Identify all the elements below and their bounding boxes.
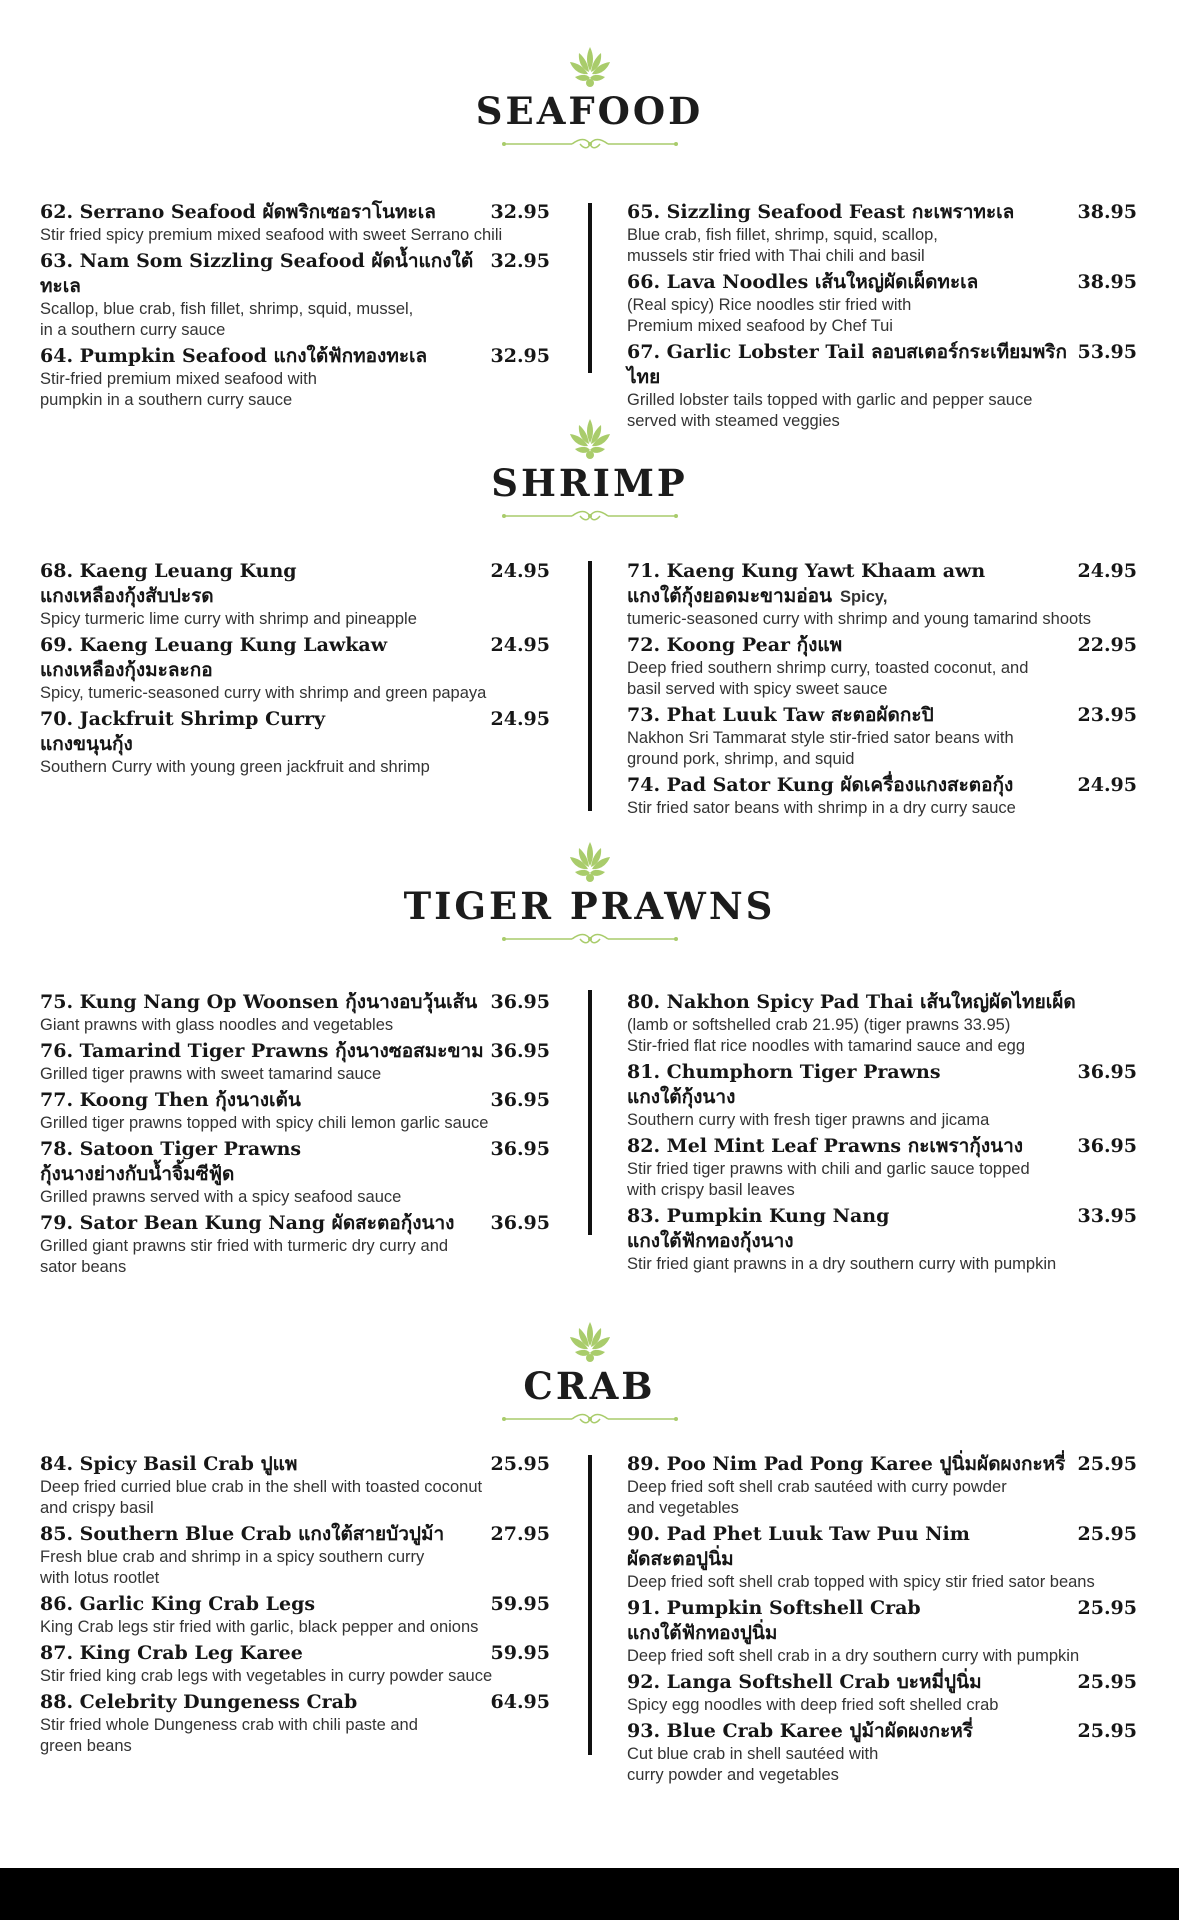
item-description: curry powder and vegetables [627,1766,839,1784]
item-name: 81. Chumphorn Tiger Prawns [627,1061,941,1083]
item-name: 75. Kung Nang Op Woonsen กุ้งนางอบวุ้นเส้น [40,991,478,1013]
item-description: Spicy, tumeric-seasoned curry with shrimp and green papaya [40,684,487,702]
lotus-icon [567,1320,613,1364]
menu-item [40,344,550,411]
item-price: 25.95 [1077,1453,1137,1475]
menu-item [40,1211,550,1278]
item-header [627,1204,1137,1229]
menu-item [40,1452,550,1519]
item-name: 92. Langa Softshell Crab บะหมี่ปูนิ่ม [627,1671,982,1693]
item-description: Premium mixed seafood by Chef Tui [627,317,893,335]
item-description: Scallop, blue crab, fish fillet, shrimp, squid, mussel, [40,300,414,318]
item-header [627,270,1137,295]
menu-item [40,1641,550,1687]
item-price: 59.95 [490,1593,550,1615]
item-name: 70. Jackfruit Shrimp Curry [40,708,326,730]
item-thai-name [627,584,1137,609]
item-price: 25.95 [1077,1720,1137,1742]
item-price: 36.95 [490,1212,550,1234]
section-title: TIGER PRAWNS [403,884,776,928]
item-header [40,1641,550,1666]
menu-column-left [40,990,550,1281]
item-header [40,1088,550,1113]
item-price: 24.95 [490,560,550,582]
menu-item [40,1592,550,1638]
item-name: 73. Phat Luuk Taw สะตอผัดกะปิ [627,704,934,726]
item-price: 36.95 [490,1089,550,1111]
item-header [40,1592,550,1617]
item-description: Blue crab, fish fillet, shrimp, squid, scallop, [627,226,938,244]
item-header [627,1452,1137,1477]
menu-item [627,1204,1137,1275]
item-description: sator beans [40,1258,127,1276]
item-thai-text: ผัดสะตอปูนิ่ม [627,1548,734,1570]
item-description: served with steamed veggies [627,412,840,430]
lotus-icon [567,840,613,884]
item-description: King Crab legs stir fried with garlic, black pepper and onions [40,1618,479,1636]
item-thai-name [627,1229,1137,1254]
item-price: 36.95 [490,991,550,1013]
item-description: Spicy egg noodles with deep fried soft shelled crab [627,1696,999,1714]
menu-column-left [40,559,550,781]
item-thai-name [40,658,550,683]
section-header [0,1320,1179,1450]
item-thai-text: แกงเหลืองกุ้งมะละกอ [40,659,213,681]
menu-item [40,1088,550,1134]
item-price: 24.95 [490,708,550,730]
item-header [40,707,550,732]
item-price: 64.95 [490,1691,550,1713]
section-title: SHRIMP [491,461,688,505]
menu-item [40,707,550,778]
item-description: Nakhon Sri Tammarat style stir-fried sator beans with [627,729,1014,747]
item-header [627,1719,1137,1744]
item-name: 84. Spicy Basil Crab ปูแพ [40,1453,298,1475]
menu-item [627,1522,1137,1593]
item-thai-text: แกงเหลืองกุ้งสับปะรด [40,585,214,607]
item-description: mussels stir fried with Thai chili and basil [627,247,925,265]
column-divider [588,203,592,373]
item-name: 64. Pumpkin Seafood แกงใต้ฟักทองทะเล [40,345,428,367]
item-description: Deep fried soft shell crab in a dry southern curry with pumpkin [627,1647,1080,1665]
item-header [40,344,550,369]
item-name: 82. Mel Mint Leaf Prawns กะเพรากุ้งนาง [627,1135,1024,1157]
item-header [627,990,1137,1015]
item-thai-text: แกงใต้ฟักทองปูนิ่ม [627,1622,778,1644]
item-name: 88. Celebrity Dungeness Crab [40,1691,358,1713]
item-thai-text: กุ้งนางย่างกับน้ำจิ้มซีฟู้ด [40,1163,235,1185]
item-thai-name [40,584,550,609]
item-price: 33.95 [1077,1205,1137,1227]
item-description: Stir fried tiger prawns with chili and garlic sauce topped [627,1160,1030,1178]
item-name: 68. Kaeng Leuang Kung [40,560,297,582]
menu-item [40,1137,550,1208]
lotus-icon [567,45,613,89]
item-header [40,1211,550,1236]
menu-item [40,1522,550,1589]
menu-item [40,1039,550,1085]
flourish-ornament [500,508,680,522]
item-price: 25.95 [490,1453,550,1475]
menu-item [627,1670,1137,1716]
item-header [627,1522,1137,1547]
menu-item [627,200,1137,267]
item-name: 90. Pad Phet Luuk Taw Puu Nim [627,1523,970,1545]
item-price: 32.95 [490,345,550,367]
item-description: Fresh blue crab and shrimp in a spicy southern curry [40,1548,425,1566]
menu-item [627,1452,1137,1519]
item-price: 38.95 [1077,201,1137,223]
section-header [0,45,1179,175]
item-price: 24.95 [1077,560,1137,582]
menu-column-left [40,1452,550,1760]
menu-item [40,559,550,630]
item-description: and vegetables [627,1499,739,1517]
item-description: (Real spicy) Rice noodles stir fried with [627,296,912,314]
item-thai-name [627,1547,1137,1572]
item-description: in a southern curry sauce [40,321,226,339]
menu-column-right [627,1452,1137,1789]
item-price: 32.95 [490,250,550,272]
item-name: 67. Garlic Lobster Tail ลอบสเตอร์กระเทียมพริกไทย [627,341,1068,388]
item-header [40,990,550,1015]
item-price: 38.95 [1077,271,1137,293]
item-description: pumpkin in a southern curry sauce [40,391,293,409]
menu-column-right [627,200,1137,435]
item-description: Stir fried giant prawns in a dry southern curry with pumpkin [627,1255,1057,1273]
item-thai-text: แกงใต้ฟักทองกุ้งนาง [627,1230,794,1252]
item-price: 25.95 [1077,1597,1137,1619]
item-description: Grilled tiger prawns topped with spicy chili lemon garlic sauce [40,1114,489,1132]
item-description: Giant prawns with glass noodles and vegetables [40,1016,394,1034]
menu-column-right [627,990,1137,1278]
lotus-icon [567,417,613,461]
item-description: ground pork, shrimp, and squid [627,750,855,768]
menu-item [40,990,550,1036]
item-name: 66. Lava Noodles เส้นใหญ่ผัดเผ็ดทะเล [627,271,979,293]
item-price: 22.95 [1077,634,1137,656]
item-description: Deep fried soft shell crab sautéed with curry powder [627,1478,1007,1496]
item-description: tumeric-seasoned curry with shrimp and young tamarind shoots [627,610,1092,628]
column-divider [588,561,592,811]
item-name: 72. Koong Pear กุ้งแพ [627,634,843,656]
item-description: Cut blue crab in shell sautéed with [627,1745,879,1763]
section-header [0,417,1179,547]
menu-item [627,1134,1137,1201]
item-header [40,1690,550,1715]
item-header [627,340,1137,390]
item-header [627,1060,1137,1085]
item-header [627,559,1137,584]
item-price: 25.95 [1077,1671,1137,1693]
item-thai-text: แกงใต้กุ้งยอดมะขามอ่อน [627,585,833,607]
item-description: (lamb or softshelled crab 21.95) (tiger prawns 33.95) [627,1016,1011,1034]
item-name: 86. Garlic King Crab Legs [40,1593,316,1615]
item-description: Stir fried king crab legs with vegetables in curry powder sauce [40,1667,493,1685]
item-description: Stir-fried premium mixed seafood with [40,370,317,388]
item-price: 36.95 [490,1138,550,1160]
item-thai-text: แกงขนุนกุ้ง [40,733,133,755]
item-thai-name [40,1162,550,1187]
item-name: 87. King Crab Leg Karee [40,1642,303,1664]
menu-item [627,559,1137,630]
item-name: 78. Satoon Tiger Prawns [40,1138,302,1160]
section-title: SEAFOOD [475,89,704,133]
item-description: Spicy turmeric lime curry with shrimp and pineapple [40,610,417,628]
item-header [40,249,550,299]
item-name: 93. Blue Crab Karee ปูม้าผัดผงกะหรี่ [627,1720,974,1742]
menu-column-left [40,200,550,414]
item-price: 23.95 [1077,704,1137,726]
menu-item [40,200,550,246]
item-description: Grilled tiger prawns with sweet tamarind sauce [40,1065,382,1083]
item-name: 74. Pad Sator Kung ผัดเครื่องแกงสะตอกุ้ง [627,774,1014,796]
section-title: CRAB [523,1364,656,1408]
item-price: 27.95 [490,1523,550,1545]
item-header [627,200,1137,225]
item-name: 79. Sator Bean Kung Nang ผัดสะตอกุ้งนาง [40,1212,455,1234]
item-thai-text: แกงใต้กุ้งนาง [627,1086,736,1108]
item-header [40,633,550,658]
item-name: 62. Serrano Seafood ผัดพริกเซอราโนทะเล [40,201,436,223]
item-name: 77. Koong Then กุ้งนางเต้น [40,1089,301,1111]
item-description: basil served with spicy sweet sauce [627,680,888,698]
item-price: 36.95 [490,1040,550,1062]
item-name: 91. Pumpkin Softshell Crab [627,1597,921,1619]
menu-item [627,703,1137,770]
item-description: Stir-fried flat rice noodles with tamarind sauce and egg [627,1037,1026,1055]
item-name: 89. Poo Nim Pad Pong Karee ปูนิ่มผัดผงกะหรี่ [627,1453,1066,1475]
item-price: 53.95 [1077,341,1137,363]
item-header [627,1670,1137,1695]
item-thai-note: Spicy, [840,588,888,606]
item-header [40,1137,550,1162]
item-name: 85. Southern Blue Crab แกงใต้สายบัวปูม้า [40,1523,445,1545]
item-header [40,1039,550,1064]
item-name: 69. Kaeng Leuang Kung Lawkaw [40,634,388,656]
item-header [40,1522,550,1547]
item-description: Grilled giant prawns stir fried with turmeric dry curry and [40,1237,449,1255]
item-header [627,703,1137,728]
menu-item [627,1719,1137,1786]
flourish-ornament [500,931,680,945]
item-name: 65. Sizzling Seafood Feast กะเพราทะเล [627,201,1015,223]
menu-item [627,773,1137,819]
item-description: with lotus rootlet [40,1569,160,1587]
item-header [40,1452,550,1477]
item-description: Deep fried southern shrimp curry, toasted coconut, and [627,659,1029,677]
item-header [627,1596,1137,1621]
item-thai-name [627,1621,1137,1646]
item-description: and crispy basil [40,1499,154,1517]
menu-item [627,990,1137,1057]
item-header [627,1134,1137,1159]
item-price: 24.95 [490,634,550,656]
bottom-bar [0,1868,1179,1920]
item-description: Stir fried whole Dungeness crab with chili paste and [40,1716,418,1734]
menu-item [627,1060,1137,1131]
item-description: Deep fried soft shell crab topped with spicy stir fried sator beans [627,1573,1095,1591]
item-description: Grilled prawns served with a spicy seafood sauce [40,1188,402,1206]
column-divider [588,990,592,1235]
item-header [40,200,550,225]
flourish-ornament [500,136,680,150]
column-divider [588,1455,592,1755]
item-description: with crispy basil leaves [627,1181,795,1199]
menu-item [40,1690,550,1757]
item-name: 76. Tamarind Tiger Prawns กุ้งนางซอสมะขาม [40,1040,484,1062]
item-price: 24.95 [1077,774,1137,796]
item-price: 32.95 [490,201,550,223]
item-description: Deep fried curried blue crab in the shell with toasted coconut [40,1478,483,1496]
item-price: 25.95 [1077,1523,1137,1545]
flourish-ornament [500,1411,680,1425]
item-thai-name [40,732,550,757]
item-header [627,773,1137,798]
item-price: 36.95 [1077,1061,1137,1083]
item-description: Grilled lobster tails topped with garlic and pepper sauce [627,391,1033,409]
menu-item [627,633,1137,700]
item-price: 36.95 [1077,1135,1137,1157]
menu-item [627,1596,1137,1667]
item-header [627,633,1137,658]
item-name: 71. Kaeng Kung Yawt Khaam awn [627,560,986,582]
item-description: green beans [40,1737,132,1755]
menu-item [40,633,550,704]
item-thai-name [627,1085,1137,1110]
item-name: 80. Nakhon Spicy Pad Thai เส้นใหญ่ผัดไทยเผ็ด [627,991,1076,1013]
menu-column-right [627,559,1137,822]
section-header [0,840,1179,970]
menu-item [40,249,550,341]
item-price: 59.95 [490,1642,550,1664]
item-description: Stir fried spicy premium mixed seafood with sweet Serrano chili [40,226,503,244]
item-description: Southern curry with fresh tiger prawns and jicama [627,1111,990,1129]
item-name: 83. Pumpkin Kung Nang [627,1205,890,1227]
item-header [40,559,550,584]
item-name: 63. Nam Som Sizzling Seafood ผัดน้ำแกงใต้ทะเล [40,250,474,297]
item-description: Southern Curry with young green jackfruit and shrimp [40,758,430,776]
menu-item [627,270,1137,337]
item-description: Stir fried sator beans with shrimp in a dry curry sauce [627,799,1016,817]
